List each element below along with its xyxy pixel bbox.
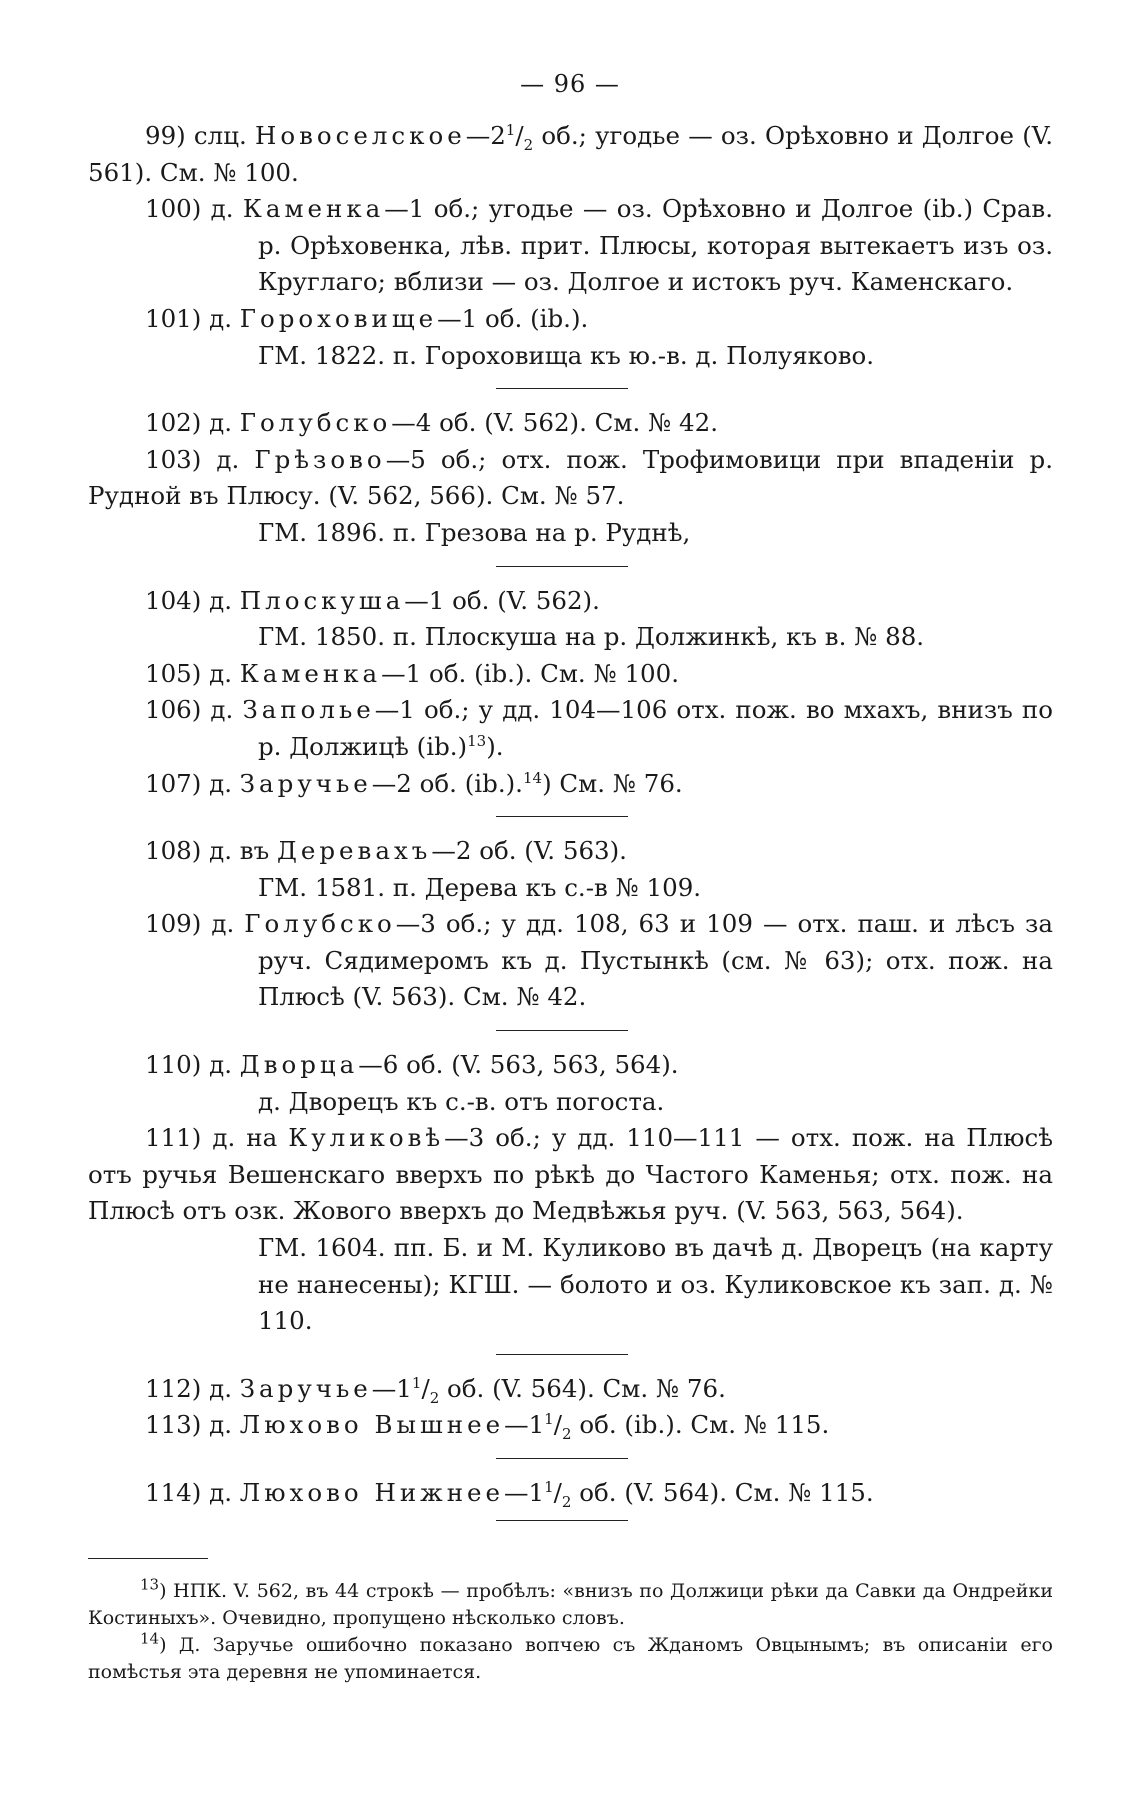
entry-note: ГМ. 1604. пп. Б. и М. Куликово въ дачѣ д. Дворецъ (на карту не нанесены); КГШ. — болото и оз. Куликовское къ зап. д. № 110. [258, 1233, 1053, 1336]
entry-number: 104) д. [145, 585, 232, 615]
entry-108: 108) д. въ Деревахъ—2 об. (V. 563). [145, 836, 627, 866]
place-name: Куликовѣ [288, 1123, 445, 1153]
footnote-rule [88, 1558, 208, 1559]
entry-107: 107) д. Заручье—2 об. (ib.).$^{14}$) См. № 76. [145, 768, 683, 798]
entry-105: 105) д. Каменка—1 об. (ib.). См. № 100. [145, 658, 680, 688]
section-divider [496, 1030, 628, 1031]
place-name: Заручье [239, 768, 372, 798]
entry-number: 106) д. [145, 695, 234, 725]
entry-113: 113) д. Люхово $Вышнее—1^1/_2$ об. (ib.). См. № 115. [145, 1410, 830, 1444]
place-name: Люхово Нижнее [239, 1478, 505, 1507]
entry-note: ГМ. 1850. п. Плоскуша на р. Должинкѣ, къ в. № 88. [258, 622, 925, 652]
entry-number: 109) д. [145, 909, 235, 939]
place-name: Грѣзово [254, 444, 386, 474]
footnote-14: $^{14}$) Д. Заручье ошибочно показано вопчею съ Жданомъ Овцынымъ; въ описаніи его помѣстья эта деревня не упоминается. [88, 1629, 1053, 1683]
entry-111: 111) д. на Куликовѣ—3 об.; у дд. 110—111 — отх. пож. на Плюсѣ отъ ручья Вешенскаго вверхъ по рѣкѣ до Частого Каменья; отх. пож. на Плюсѣ отъ озк. Жового вверхъ до Медвѣжья руч. (V. 563, 563, 564). [88, 1123, 1053, 1226]
entry-number: 111) д. на [145, 1123, 278, 1153]
entry-note: ГМ. 1896. п. Грезова на р. Руднѣ, [258, 517, 691, 547]
entry-100: 100) д. Каменка—1 об.; угодье — оз. Орѣховно и Долгое (ib.) Срав. р. Орѣховенка, лѣв. прит. Плюсы, которая вытекаетъ изъ оз. Круглаго; вблизи — оз. Долгое и истокъ руч. Каменскаго. [145, 194, 1054, 297]
entry-number: 108) д. въ [145, 836, 270, 866]
place-name: Голубско [244, 909, 396, 939]
place-name: Каменка [242, 194, 385, 224]
entry-number: 113) д. [145, 1410, 232, 1440]
place-name: Дворца [239, 1050, 359, 1080]
place-name: Новоселское [254, 121, 466, 150]
section-divider [496, 1520, 628, 1521]
place-name: Плоскуша [239, 585, 405, 615]
place-name: Деревахъ [276, 836, 432, 866]
entry-number: 99) слц. [145, 121, 247, 150]
entry-note: д. Дворецъ къ с.-в. отъ погоста. [258, 1086, 665, 1116]
section-divider [496, 1354, 628, 1355]
entry-101: 101) д. Гороховище—1 об. (ib.). [145, 303, 589, 333]
place-name: Каменка [239, 658, 382, 688]
entry-99: 99) слц. $Новоселское—2^1/_2$ об.; угодье — оз. Орѣховно и Долгое (V. 561). См. № 100. [88, 120, 1053, 187]
entry-note: ГМ. 1822. п. Гороховища къ ю.-в. д. Полуяково. [258, 340, 875, 370]
entry-109: 109) д. Голубско—3 об.; у дд. 108, 63 и 109 — отх. паш. и лѣсъ за руч. Сядимеромъ къ д. Пустынкѣ (см. № 63); отх. пож. на Плюсѣ (V. 563). См. № 42. [145, 909, 1054, 1012]
place-name: Заполье [242, 695, 375, 725]
place-name: Заручье [239, 1373, 372, 1403]
entry-number: 112) д. [145, 1373, 232, 1403]
footnote-13: $^{13}$) НПК. V. 562, въ 44 строкѣ — пробѣлъ: «внизъ по Должици рѣки да Савки да Ондрейки Костиныхъ». Очевидно, пропущено нѣсколько словъ. [88, 1575, 1053, 1629]
entry-104: 104) д. Плоскуша—1 об. (V. 562). [145, 585, 600, 615]
entry-number: 110) д. [145, 1050, 232, 1080]
place-name: Голубско [239, 408, 392, 438]
page-number: — 96 — [520, 70, 620, 98]
entry-number: 114) д. [145, 1478, 232, 1507]
entries-body [88, 118, 1053, 1537]
entry-number: 103) д. [145, 444, 240, 474]
entry-114: 114) д. Люхово $Нижнее—1^1/_2$ об. (V. 564). См. № 115. [145, 1477, 874, 1511]
entry-number: 105) д. [145, 658, 232, 688]
entry-number: 101) д. [145, 303, 232, 333]
footnote-ref-13[interactable]: 13 [467, 731, 487, 750]
footnotes [88, 1575, 1053, 1686]
section-divider [496, 816, 628, 817]
entry-102: 102) д. Голубско—4 об. (V. 562). См. № 42. [145, 408, 718, 438]
entry-110: 110) д. Дворца—6 об. (V. 563, 563, 564). [145, 1050, 679, 1080]
footnote-mark: 14 [140, 1629, 160, 1648]
entry-112: 112) д. $Заручье—1^1/_2$ об. (V. 564). См. № 76. [145, 1373, 726, 1407]
entry-106: 106) д. Заполье—1 об.; у дд. 104—106 отх. пож. во мхахъ, внизъ по р. Должицѣ $(ib.)^{13}$). [145, 695, 1053, 761]
section-divider [496, 1458, 628, 1459]
entry-number: 100) д. [145, 194, 234, 224]
section-divider [496, 566, 628, 567]
footnote-ref-14[interactable]: 14 [522, 768, 543, 787]
place-name: Люхово Вышнее [239, 1410, 505, 1440]
footnote-mark: 13 [140, 1575, 160, 1594]
place-name: Гороховище [239, 303, 438, 333]
section-divider [496, 388, 628, 389]
entry-103: 103) д. Грѣзово—5 об.; отх. пож. Трофимовици при впаденіи р. Рудной въ Плюсу. (V. 562, 566). См. № 57. [88, 444, 1053, 511]
entry-number: 102) д. [145, 408, 232, 438]
entry-note: ГМ. 1581. п. Дерева къ с.-в № 109. [258, 872, 702, 902]
entry-number: 107) д. [145, 768, 232, 798]
